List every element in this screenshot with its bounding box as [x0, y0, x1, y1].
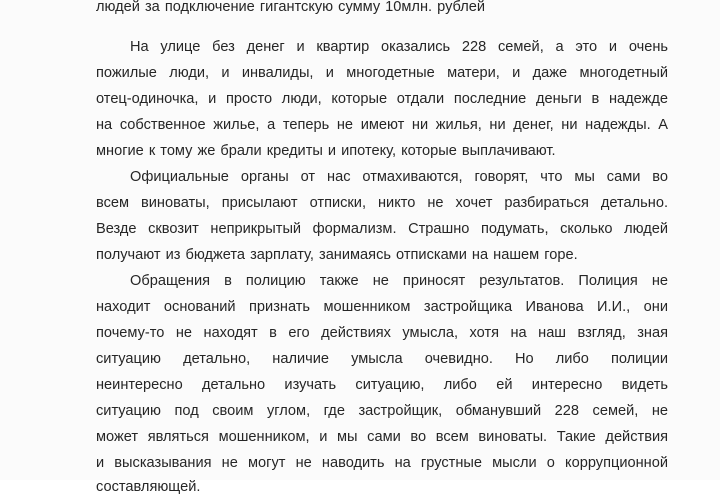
paragraph-2-line-2: Везде сквозит неприкрытый формализм. Страшно подумать, сколько людей — [96, 221, 668, 237]
paragraph-3-line-2: почему-то не находят в его действиях умысла, хотя на наш взгляд, зная — [96, 325, 668, 341]
paragraph-3-line-6: может являться мошенником, и мы сами во всем виноваты. Такие действия — [96, 429, 668, 445]
paragraph-2-line-1: всем виноваты, присылают отписки, никто не хочет разбираться детально. — [96, 195, 668, 211]
paragraph-3-line-4: неинтересно детально изучать ситуацию, либо ей интересно видеть — [96, 377, 668, 393]
paragraph-3-line-5: ситуацию под своим углом, где застройщик, обманувший 228 семей, не — [96, 403, 668, 419]
paragraph-3-line-8: составляющей. — [96, 479, 201, 495]
paragraph-1-line-4: многие к тому же брали кредиты и ипотеку, которые выплачивают. — [96, 143, 556, 159]
paragraph-1-line-1: пожилые люди, и инвалиды, и многодетные матери, и даже многодетный — [96, 65, 668, 81]
paragraph-3-line-3: ситуацию детально, наличие умысла очевидно. Но либо полиции — [96, 351, 668, 367]
paragraph-3-line-1: находит оснований признать мошенником застройщика Иванова И.И., они — [96, 299, 668, 315]
paragraph-0-line-0: людей за подключение гигантскую сумму 10млн. рублей — [96, 0, 486, 15]
paragraph-1-line-2: отец-одиночка, и просто люди, которые отдали последние деньги в надежде — [96, 91, 668, 107]
paragraph-3-line-0: Обращения в полицию также не приносят результатов. Полиция не — [130, 273, 668, 289]
paragraph-1-line-3: на собственное жилье, а теперь не имеют ни жилья, ни денег, ни надежды. А — [96, 117, 668, 133]
paragraph-2-line-0: Официальные органы от нас отмахиваются, говорят, что мы сами во — [130, 169, 668, 185]
paragraph-1-line-0: На улице без денег и квартир оказались 228 семей, а это и очень — [130, 39, 668, 55]
paragraph-2-line-3: получают из бюджета зарплату, занимаясь отписками на нашем горе. — [96, 247, 578, 263]
paragraph-3-line-7: и высказывания не могут не наводить на грустные мысли о коррупционной — [96, 455, 668, 471]
